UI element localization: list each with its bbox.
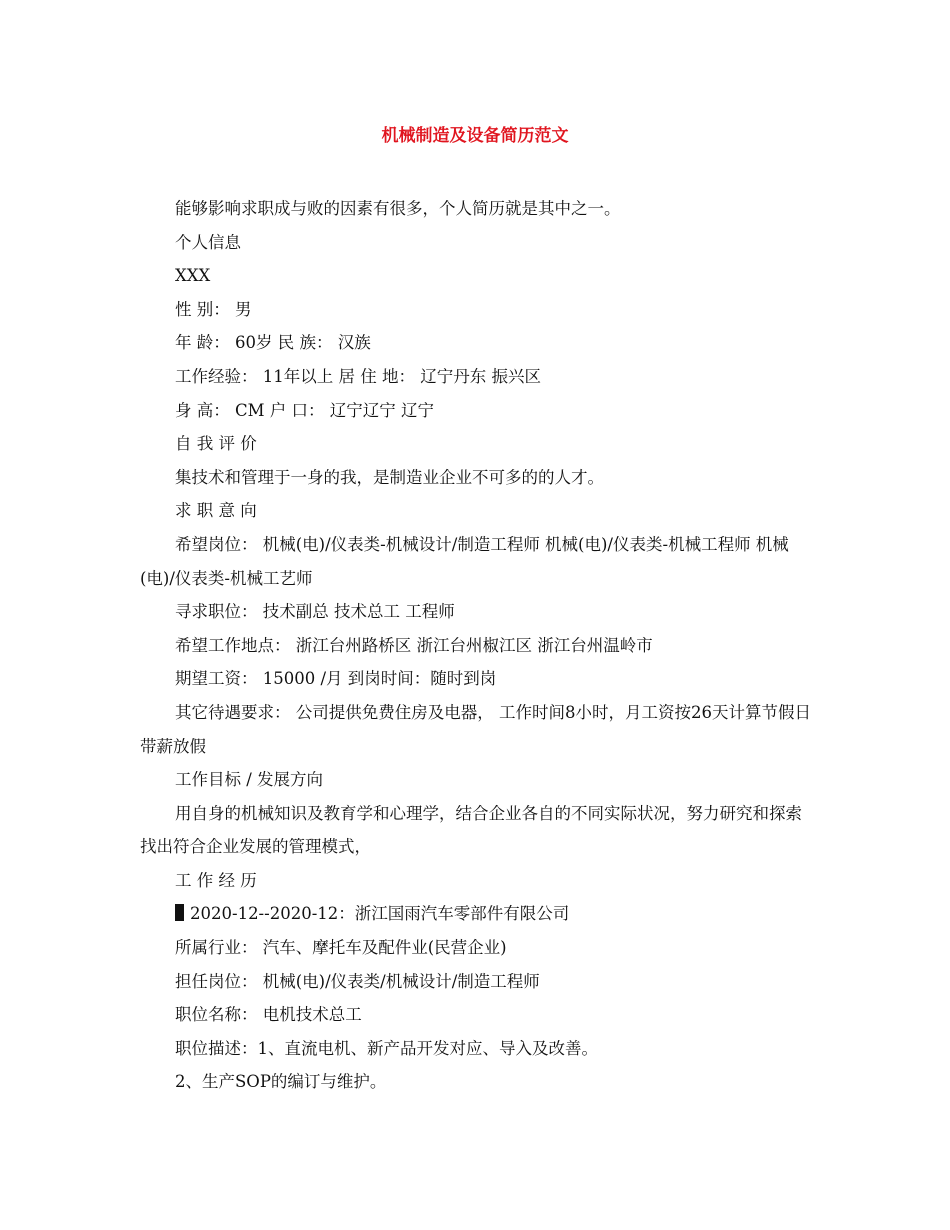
age-ethnicity-line: 年 龄： 60岁 民 族： 汉族: [175, 333, 371, 353]
section-heading-personal-info: 个人信息: [175, 232, 241, 252]
sought-position-line: 寻求职位： 技术副总 技术总工 工程师: [175, 602, 455, 622]
work-history-entry: [140, 897, 816, 931]
section-heading-career-goal: 工作目标 / 发展方向: [175, 770, 324, 790]
section-heading-self-evaluation: 自 我 评 价: [175, 434, 257, 454]
name-line: XXX: [175, 266, 211, 286]
bullet-square-icon: [175, 904, 184, 921]
document-title: 机械制造及设备简历范文: [381, 126, 569, 146]
intro-paragraph: 能够影响求职成与败的因素有很多，个人简历就是其中之一。: [175, 199, 621, 218]
work-history-entry-text: 2020-12--2020-12：浙江国雨汽车零部件有限公司: [190, 904, 570, 924]
industry-line: 所属行业： 汽车、摩托车及配件业(民营企业): [175, 938, 507, 958]
section-heading-job-intention: 求 职 意 向: [175, 501, 257, 521]
expected-salary-line: 期望工资： 15000 /月 到岗时间：随时到岗: [175, 669, 497, 689]
desired-position-line: 希望岗位： 机械(电)/仪表类-机械设计/制造工程师 机械(电)/仪表类-机械工程师 机械(电)/仪表类-机械工艺师: [140, 534, 789, 588]
desired-location-line: 希望工作地点： 浙江台州路桥区 浙江台州椒江区 浙江台州温岭市: [175, 635, 653, 655]
job-description-line: 职位描述：1、直流电机、新产品开发对应、导入及改善。: [175, 1038, 598, 1058]
experience-residence-line: 工作经验： 11年以上 居 住 地： 辽宁丹东 振兴区: [175, 366, 541, 386]
job-title-line: 职位名称： 电机技术总工: [175, 1005, 362, 1025]
self-evaluation-text: 集技术和管理于一身的我，是制造业企业不可多的的人才。: [175, 467, 604, 487]
career-goal-text: 用自身的机械知识及教育学和心理学，结合企业各自的不同实际状况，努力研究和探索找出符合企业发展的管理模式，: [140, 803, 802, 857]
section-heading-work-history: 工 作 经 历: [175, 870, 257, 890]
document-body: [140, 192, 816, 1099]
job-description-item-2: 2、生产SOP的编订与维护。: [175, 1072, 387, 1092]
height-hukou-line: 身 高： CM 户 口： 辽宁辽宁 辽宁: [175, 400, 434, 420]
other-benefits-line: 其它待遇要求： 公司提供免费住房及电器， 工作时间8小时，月工资按26天计算节假日带薪放假: [140, 702, 811, 756]
held-position-line: 担任岗位： 机械(电)/仪表类/机械设计/制造工程师: [175, 971, 540, 991]
gender-line: 性 别： 男: [175, 299, 252, 319]
